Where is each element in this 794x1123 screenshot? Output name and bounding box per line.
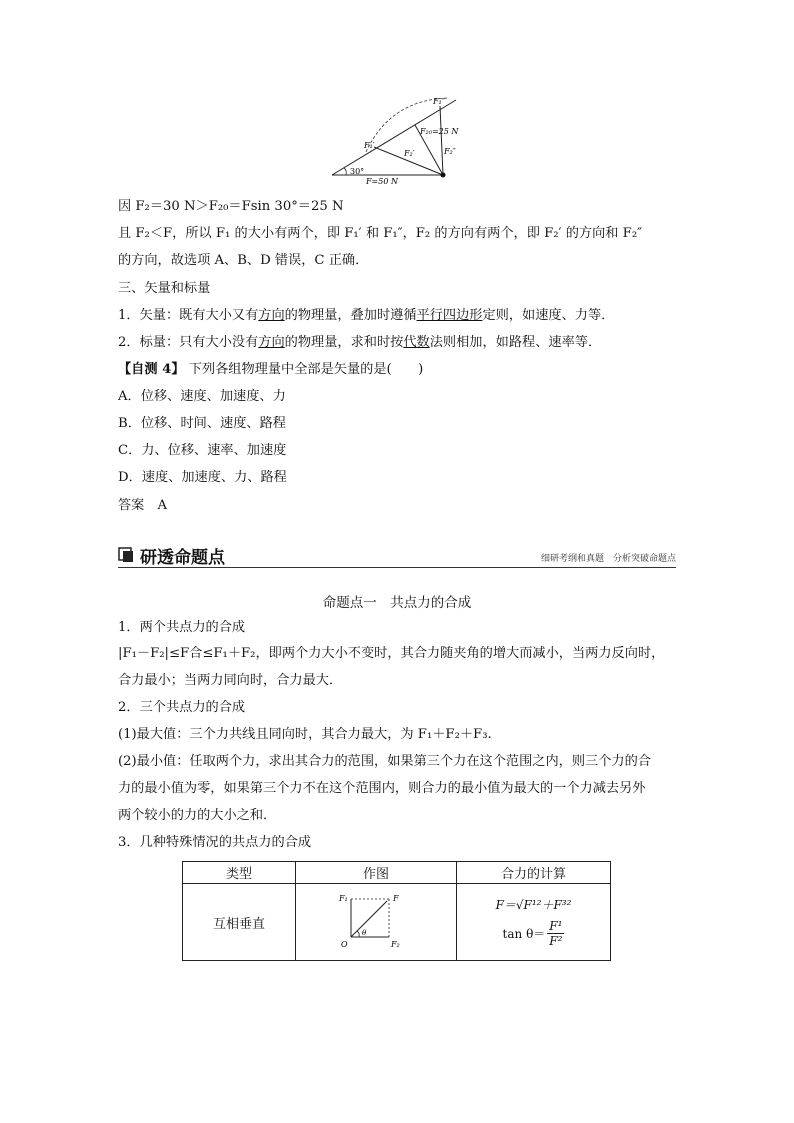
label-f: F=50 N — [366, 177, 398, 184]
fig-label-o: O — [341, 940, 348, 949]
self-test-text: 下列各组物理量中全部是矢量的是( ) — [188, 362, 424, 377]
fig-label-theta: θ — [362, 929, 367, 937]
option-d: D．速度、加速度、力、路程 — [118, 470, 287, 485]
label-f1-prime: F₁′ — [364, 141, 375, 150]
topic-heading: 命题点一 共点力的合成 — [322, 595, 472, 611]
vector-part-e: 定则，如速度、力等． — [482, 308, 615, 323]
composition-table — [182, 861, 611, 961]
topic-s2: 2．三个共点力的合成 — [118, 700, 246, 715]
topic-s2c: 力的最小值为零，如果第三个力不在这个范围内，则合力的最小值为最大的一个力减去另外 — [118, 781, 646, 796]
label-f20: F₂₀=25 N — [420, 127, 459, 136]
formula-tan-prefix: tan θ＝ — [502, 927, 546, 941]
topic-s2b: (2)最小值：任取两个力，求出其合力的范围，如果第三个力在这个范围之内，则三个力的合 — [118, 754, 651, 769]
table-header-row — [183, 862, 611, 884]
vector-part-c: 的物理量，叠加时遵循 — [284, 308, 417, 323]
text-line-1: 因 F₂＝30 N＞F₂₀＝Fsin 30°＝25 N — [118, 199, 344, 214]
label-f2-prime: F₂′ — [404, 149, 415, 158]
vector-part-d: 平行四边形 — [416, 308, 483, 323]
option-b: B．位移、时间、速度、路程 — [118, 416, 286, 431]
topic-s1: 1．两个共点力的合成 — [118, 620, 246, 635]
scalar-part-d: 代数 — [403, 335, 430, 350]
topic-s2a: (1)最大值：三个力共线且同向时，其合力最大，为 F₁＋F₂＋F₃. — [118, 727, 492, 742]
section-square-icon — [118, 547, 134, 563]
scalar-part-e: 法则相加，如路程、速率等． — [429, 335, 602, 350]
section-header — [118, 543, 676, 568]
label-angle: 30° — [350, 167, 365, 176]
self-test-question — [118, 362, 423, 378]
fig-label-f1: F₁ — [339, 894, 348, 903]
force-decomposition-figure — [330, 92, 470, 184]
table-header-type: 类型 — [183, 862, 296, 884]
topic-s1a: |F₁－F₂|≤F合≤F₁＋F₂，即两个力大小不变时，其合力随夹角的增大而减小，当两力反向时， — [118, 646, 665, 661]
table-row — [183, 884, 611, 961]
table-header-diagram: 作图 — [296, 862, 457, 884]
subheading-vector-scalar: 三、矢量和标量 — [118, 281, 211, 296]
scalar-part-c: 的物理量，求和时按 — [284, 335, 404, 350]
label-f1-double: F₁″ — [433, 97, 445, 106]
option-c: C．力、位移、速率、加速度 — [118, 443, 287, 458]
formula-tan-numerator: F¹ — [549, 919, 563, 933]
scalar-part-a: 2．标量：只有大小没有 — [118, 335, 259, 350]
formula-magnitude: F＝√F¹²＋F³² — [495, 898, 572, 912]
text-line-2: 且 F₂＜F，所以 F₁ 的大小有两个，即 F₁′ 和 F₁″，F₂ 的方向有两个，即 F₂′ 的方向和 F₂″ — [118, 226, 643, 241]
section-subtitle: 细研考纲和真题 分析突破命题点 — [540, 554, 676, 564]
table-cell-type: 互相垂直 — [183, 884, 296, 961]
self-test-tag: 【自测 4】 — [118, 362, 185, 377]
label-f2-double: F₂″ — [444, 147, 456, 156]
section-title: 研透命题点 — [140, 548, 225, 568]
text-line-vector — [118, 308, 614, 324]
formula-tan-denominator: F² — [549, 934, 563, 948]
fig-label-f2: F₂ — [391, 940, 400, 949]
vector-part-a: 1．矢量：既有大小又有 — [118, 308, 259, 323]
topic-s3: 3．几种特殊情况的共点力的合成 — [118, 835, 312, 850]
text-line-scalar — [118, 335, 601, 351]
scalar-part-b: 方向 — [258, 335, 285, 350]
table-cell-calc — [457, 884, 611, 961]
text-line-3: 的方向，故选项 A、B、D 错误，C 正确． — [118, 253, 369, 268]
perpendicular-forces-figure — [331, 889, 421, 951]
answer-line: 答案 A — [118, 498, 168, 513]
topic-s2d: 两个较小的力的大小之和． — [118, 808, 277, 823]
vector-part-b: 方向 — [258, 308, 285, 323]
table-header-calc: 合力的计算 — [457, 862, 611, 884]
option-a: A．位移、速度、加速度、力 — [118, 389, 286, 404]
table-cell-diagram — [296, 884, 457, 961]
fig-label-f: F — [393, 894, 399, 903]
topic-s1b: 合力最小；当两力同向时，合力最大． — [118, 673, 343, 688]
formula-tan — [503, 919, 565, 948]
